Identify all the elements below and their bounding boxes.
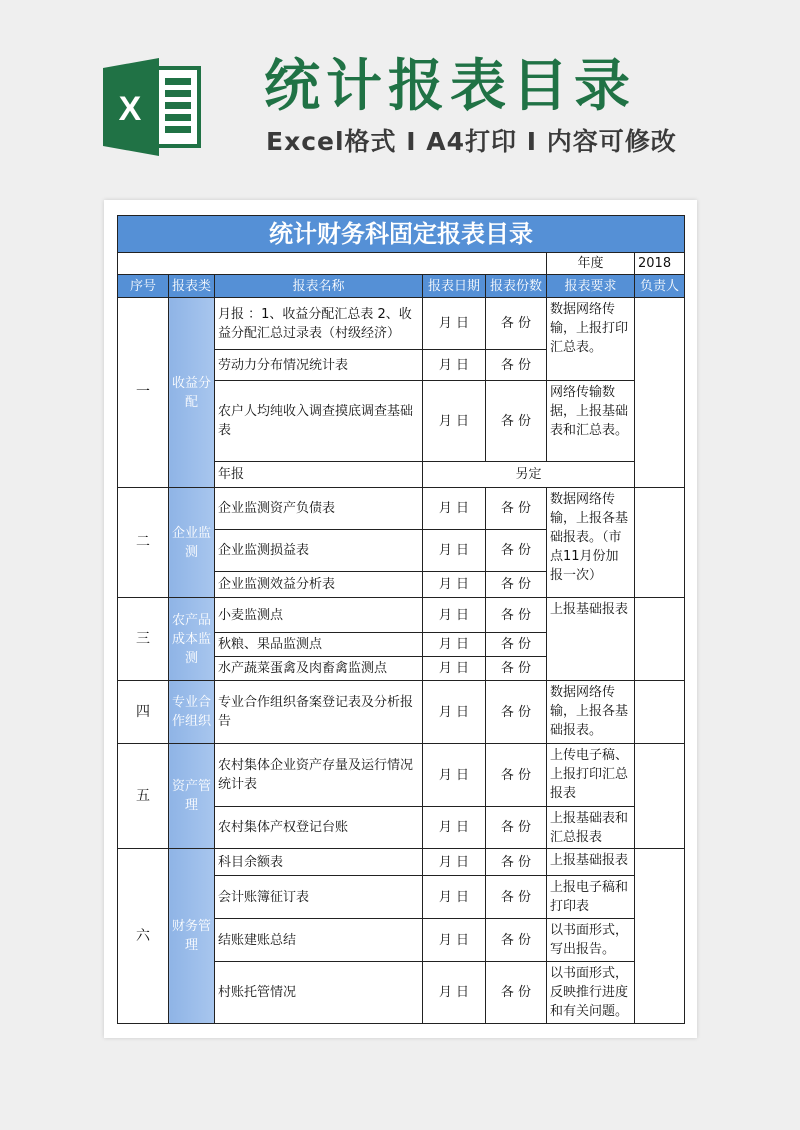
table-row [118,681,685,744]
report-count-cell[interactable]: 各 份 [486,298,547,350]
report-date-cell[interactable]: 月 日 [423,962,486,1024]
report-name-cell[interactable]: 企业监测效益分析表 [215,572,423,598]
report-count-cell[interactable]: 各 份 [486,350,547,381]
excel-logo-icon [103,58,203,156]
responsible-cell[interactable] [635,744,685,849]
report-count-cell[interactable]: 各 份 [486,962,547,1024]
report-name-cell[interactable]: 村账托管情况 [215,962,423,1024]
report-requirement-cell: 数据网络传输，上报各基础报表。 [547,681,635,744]
report-date-cell[interactable]: 月 日 [423,530,486,572]
report-name-cell[interactable]: 秋粮、果品监测点 [215,633,423,657]
report-date-cell[interactable]: 月 日 [423,381,486,462]
svg-text:X: X [118,90,142,128]
report-date-cell[interactable]: 月 日 [423,350,486,381]
report-name-cell[interactable]: 劳动力分布情况统计表 [215,350,423,381]
report-name-cell[interactable]: 科目余额表 [215,849,423,876]
column-header: 负责人 [635,275,685,298]
report-count-cell[interactable]: 各 份 [486,657,547,681]
category-cell: 企业监测 [169,488,215,598]
responsible-cell[interactable] [635,681,685,744]
report-date-cell[interactable]: 月 日 [423,849,486,876]
report-name-cell[interactable]: 企业监测损益表 [215,530,423,572]
report-count-cell[interactable]: 各 份 [486,744,547,807]
report-requirement-cell: 上报基础报表 [547,598,635,681]
report-requirement-cell: 上报基础报表 [547,849,635,876]
report-count-cell[interactable]: 各 份 [486,381,547,462]
report-date-cell[interactable]: 月 日 [423,633,486,657]
report-date-cell[interactable]: 月 日 [423,807,486,849]
report-name-cell[interactable]: 月报 ：1、收益分配汇总表 2、收益分配汇总过录表（村级经济） [215,298,423,350]
report-requirement-cell: 以书面形式，反映推行进度和有关问题。 [547,962,635,1024]
category-cell: 农产品成本监测 [169,598,215,681]
report-count-cell[interactable]: 各 份 [486,807,547,849]
column-header: 报表要求 [547,275,635,298]
table-row [118,849,685,876]
report-count-cell[interactable]: 各 份 [486,633,547,657]
report-date-cell[interactable]: 月 日 [423,572,486,598]
report-name-cell[interactable]: 专业合作组织备案登记表及分析报告 [215,681,423,744]
report-name-cell[interactable]: 农户人均纯收入调查摸底调查基础表 [215,381,423,462]
responsible-cell[interactable] [635,298,685,488]
report-name-cell[interactable]: 水产蔬菜蛋禽及肉畜禽监测点 [215,657,423,681]
report-name-cell[interactable]: 农村集体产权登记台账 [215,807,423,849]
report-count-cell[interactable]: 各 份 [486,849,547,876]
report-date-cell[interactable]: 月 日 [423,744,486,807]
table-row [118,598,685,633]
report-requirement-cell: 数据网络传输，上报各基础报表。（市点11月份加报一次） [547,488,635,598]
report-name-cell[interactable]: 企业监测资产负债表 [215,488,423,530]
report-name-cell[interactable]: 小麦监测点 [215,598,423,633]
column-header: 序号 [118,275,169,298]
report-date-cell[interactable]: 月 日 [423,919,486,962]
report-date-cell[interactable]: 月 日 [423,657,486,681]
year-value[interactable]: 2018 [635,253,685,275]
report-name-cell[interactable]: 年报 [215,462,423,488]
report-count-cell[interactable]: 各 份 [486,919,547,962]
table-row [118,488,685,530]
column-header: 报表类 [169,275,215,298]
category-cell: 财务管理 [169,849,215,1024]
report-table [117,215,685,1024]
report-date-cell[interactable]: 月 日 [423,488,486,530]
report-date-cell[interactable]: 月 日 [423,681,486,744]
responsible-cell[interactable] [635,488,685,598]
column-header: 报表日期 [423,275,486,298]
banner-subtitle: Excel格式 I A4打印 I 内容可修改 [266,127,677,156]
report-count-cell[interactable]: 各 份 [486,572,547,598]
sheet-title: 统计财务科固定报表目录 [118,216,685,253]
sequence-cell: 二 [118,488,169,598]
category-cell: 资产管理 [169,744,215,849]
report-requirement-cell: 数据网络传输，上报打印汇总表。 [547,298,635,381]
category-cell: 专业合作组织 [169,681,215,744]
report-date-cell[interactable]: 月 日 [423,876,486,919]
report-name-cell[interactable]: 农村集体企业资产存量及运行情况统计表 [215,744,423,807]
report-count-cell[interactable]: 各 份 [486,530,547,572]
year-label: 年度 [547,253,635,275]
report-name-cell[interactable]: 结账建账总结 [215,919,423,962]
report-requirement-cell: 上报电子稿和打印表 [547,876,635,919]
responsible-cell[interactable] [635,849,685,1024]
report-date-cell[interactable]: 月 日 [423,298,486,350]
sequence-cell: 六 [118,849,169,1024]
report-requirement-cell: 以书面形式，写出报告。 [547,919,635,962]
blank-cell [118,253,547,275]
sequence-cell: 三 [118,598,169,681]
report-requirement-cell: 上报基础表和汇总报表 [547,807,635,849]
report-count-cell[interactable]: 各 份 [486,681,547,744]
report-requirement-cell: 网络传输数据，上报基础表和汇总表。 [547,381,635,462]
sequence-cell: 一 [118,298,169,488]
responsible-cell[interactable] [635,598,685,681]
sequence-cell: 四 [118,681,169,744]
sequence-cell: 五 [118,744,169,849]
column-header: 报表份数 [486,275,547,298]
table-row [118,744,685,807]
report-date-cell[interactable]: 月 日 [423,598,486,633]
report-count-cell[interactable]: 各 份 [486,876,547,919]
report-name-cell[interactable]: 会计账簿征订表 [215,876,423,919]
report-count-cell[interactable]: 各 份 [486,598,547,633]
table-row [118,298,685,350]
report-requirement-cell: 上传电子稿、上报打印汇总报表 [547,744,635,807]
banner-title: 统计报表目录 [264,54,636,119]
column-header: 报表名称 [215,275,423,298]
category-cell: 收益分配 [169,298,215,488]
report-count-cell[interactable]: 各 份 [486,488,547,530]
merged-note-cell: 另定 [423,462,635,488]
